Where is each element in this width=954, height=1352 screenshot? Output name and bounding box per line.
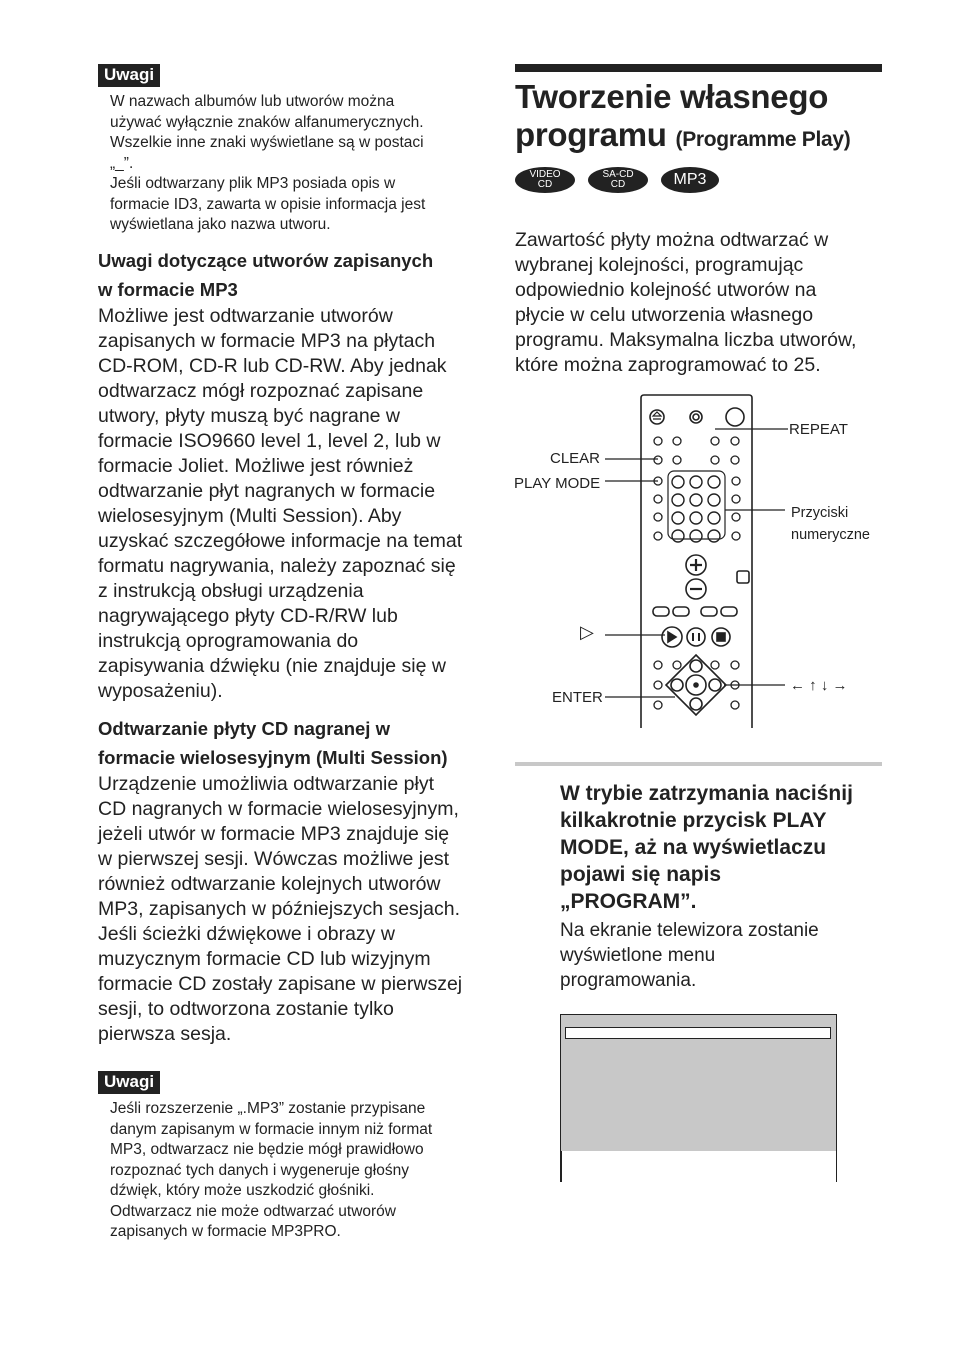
- note-badge-2: Uwagi: [98, 1071, 160, 1094]
- note-1-text: W nazwach albumów lub utworów można używać wyłącznie znaków alfanumerycznych. Wszelkie inne znaki wyświetlane są w postaci „_”. Jeśli odtwarzany plik MP3 posiada opis w formacie ID3, zawarta w opisie informacja jest wyświetlana jako nazwa utworu.: [110, 93, 426, 233]
- screen-right-edge: [836, 1151, 838, 1182]
- intro-text: Zawartość płyty można odtwarzać w wybranej kolejności, programując odpowiednio kolejność utworów na płycie w celu utworzenia własnego programu. Maksymalna liczba utworów, które można zaprogramować to 25.: [515, 229, 857, 376]
- title-rule: [515, 64, 882, 72]
- label-clear: CLEAR: [550, 450, 601, 467]
- disc-icons: [515, 167, 735, 195]
- section-heading-mp3: Uwagi dotyczące utworów zapisanych w formacie MP3: [98, 250, 434, 300]
- note-badge-1: Uwagi: [98, 64, 160, 87]
- label-enter: ENTER: [552, 689, 603, 706]
- program-menu-screen: [560, 1014, 837, 1182]
- step-body: Na ekranie telewizora zostanie wyświetlone menu programowania.: [560, 920, 819, 991]
- section-body-mp3: Możliwe jest odtwarzanie utworów zapisanych w formacie MP3 na płytach CD-ROM, CD-R lub CD-RW. Aby jednak odtwarzacz mógł rozpoznać zapisane utwory, płyty muszą być nagrane w formacie ISO9660 level 1, level 2, lub w formacie Joliet. Możliwe jest również odtwarzanie płyt nagranych w formacie wielosesyjnym (Multi Session). Aby uzyskać szczegółowe informacje na temat formatu nagrywania, należy zapoznać się z instrukcją obsługi urządzenia nagrywającego płyty CD-R/RW lub instrukcją oprogramowania do zapisywania dźwięku (nie znajduje się w wyposażeniu).: [98, 305, 463, 702]
- screen-left-edge: [560, 1151, 562, 1182]
- label-play-mode: PLAY MODE: [514, 475, 601, 492]
- screen-title-bar: [565, 1027, 831, 1039]
- power-button: [726, 408, 744, 426]
- note-2-text: Jeśli rozszerzenie „.MP3” zostanie przypisane danym zapisanym w formacie innym niż format MP3, odtwarzacz nie będzie mógł prawidłowo rozpoznać tych danych i wygeneruje głośny dźwięk, który może uszkodzić głośniki. Odtwarzacz nie może odtwarzać utworów zapisanych w formacie MP3PRO.: [110, 1100, 433, 1240]
- label-repeat: REPEAT: [789, 421, 848, 438]
- step-rule: [515, 762, 882, 766]
- page-title: Tworzenie własnego programu (Programme Play): [515, 78, 851, 153]
- section-heading-multisession: Odtwarzanie płyty CD nagranej w formacie wielosesyjnym (Multi Session): [98, 718, 448, 768]
- sa-cd-icon: SA-CD CD: [588, 167, 648, 193]
- mp3-icon: MP3: [661, 167, 719, 193]
- section-body-multisession: Urządzenie umożliwia odtwarzanie płyt CD nagranych w formacie wielosesyjnym, jeżeli utwór w formacie MP3 znajduje się w pierwszej sesji. Wówczas możliwe jest również odtwarzanie kolejnych utworów MP3, zapisanych w późniejszych sesjach. Jeśli ścieżki dźwiękowe i obrazy w muzycznym formacie CD lub wizyjnym formacie CD zostały zapisane w pierwszej sesji, to odtworzona zostanie tylko pierwsza sesja.: [98, 773, 463, 1045]
- label-numeric: Przyciski numeryczne: [791, 505, 870, 543]
- step-heading: W trybie zatrzymania naciśnij kilkakrotnie przycisk PLAY MODE, aż na wyświetlaczu pojawi się napis „PROGRAM”.: [560, 782, 853, 913]
- label-arrows: ← ↑ ↓ →: [790, 677, 848, 694]
- video-cd-icon: VIDEO CD: [515, 167, 575, 193]
- label-play: ▷: [580, 622, 594, 642]
